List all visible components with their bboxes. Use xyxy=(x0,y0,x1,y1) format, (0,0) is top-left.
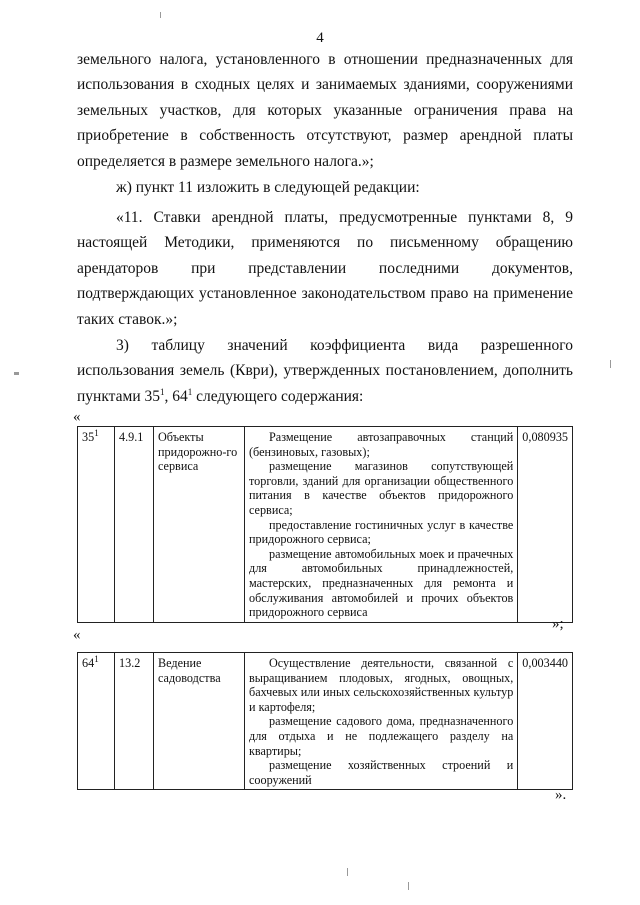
description-item: размещение автомобильных моек и прачечных для автомобильных принадлежностей, мастерских, предназначенных для ремонта и обслуживания автомобилей и прочих объектов придорожного сервиса xyxy=(249,546,514,620)
table-row xyxy=(78,653,573,790)
text-line: приобретение в собственность отсутствуют, размер арендной платы xyxy=(77,127,573,145)
description-item: размещение хозяйственных строений и сооружений xyxy=(249,758,514,787)
table-row xyxy=(78,427,573,623)
row-code: 4.9.1 xyxy=(115,427,154,623)
text-line: определяется в размере земельного налога.»; xyxy=(77,152,374,170)
paragraph-item-3 xyxy=(77,333,573,409)
row-value: 0,003440 xyxy=(518,653,573,790)
text-fragment: , 64 xyxy=(164,387,188,405)
scan-speck xyxy=(160,12,161,18)
open-quote: « xyxy=(73,409,81,425)
row-number: $35^1$ xyxy=(78,427,115,623)
row-number: $64^1$ xyxy=(78,653,115,790)
paragraph-continuation xyxy=(77,47,573,174)
text-line: арендаторов при представлении последними документов, xyxy=(77,259,573,277)
superscript: 1 xyxy=(187,386,193,397)
row-name: Объекты придорожно-го сервиса xyxy=(154,427,245,623)
text-line: земельного налога, установленного в отношении предназначенных для xyxy=(77,51,573,68)
text-line: подтверждающих установленное законодательством право на применение xyxy=(77,285,573,303)
superscript: 1 xyxy=(160,386,165,397)
text-line: «11. Ставки арендной платы, предусмотренные пунктами 8, 9 xyxy=(116,209,573,226)
row-name: Ведение садоводства xyxy=(154,653,245,790)
description-item: Размещение автозаправочных станций (бензиновых, газовых); xyxy=(249,430,514,459)
text-fragment: следующего содержания: xyxy=(192,387,364,405)
coefficient-table-row-35 xyxy=(77,426,573,623)
scan-speck xyxy=(408,882,409,890)
close-quote: »; xyxy=(552,616,564,632)
text-line: таких ставок.»; xyxy=(77,310,178,328)
description-item: Осуществление деятельности, связанной с выращиванием плодовых, ягодных, овощных, бахчевых или иных сельскохозяйственных культур и картофеля; xyxy=(249,656,514,714)
text-fragment: пунктами 35 xyxy=(77,387,160,405)
open-quote: « xyxy=(73,627,81,643)
paragraph-item-zh xyxy=(77,175,573,200)
text-line: ж) пункт 11 изложить в следующей редакции: xyxy=(116,179,420,196)
row-description xyxy=(245,653,518,790)
scan-speck xyxy=(14,372,19,375)
text-line: использования земель (Кври), утвержденных постановлением, дополнить xyxy=(77,362,573,380)
scan-speck xyxy=(347,868,348,876)
text-line xyxy=(77,384,573,409)
description-item: размещение садового дома, предназначенного для отдыха и не подлежащего разделу на квартиры; xyxy=(249,714,514,758)
text-line: использования в сходных целях и занимаемых зданиями, сооружениями xyxy=(77,76,573,94)
row-value: 0,080935 xyxy=(518,427,573,623)
close-quote: ». xyxy=(555,787,567,803)
description-item: размещение магазинов сопутствующей торговли, зданий для организации общественного питания в качестве объектов придорожного сервиса; xyxy=(249,459,514,517)
text-line: земельных участков, для которых указанные ограничения права на xyxy=(77,101,573,119)
text-line: настоящей Методики, применяются по письменному обращению xyxy=(77,234,573,252)
row-code: 13.2 xyxy=(115,653,154,790)
paragraph-item-11 xyxy=(77,205,573,332)
coefficient-table-row-64 xyxy=(77,652,573,790)
text-line: 3) таблицу значений коэффициента вида разрешенного xyxy=(116,337,573,354)
description-item: предоставление гостиничных услуг в качестве придорожного сервиса; xyxy=(249,517,514,547)
page-number: 4 xyxy=(316,30,324,46)
row-description xyxy=(245,427,518,623)
scan-speck xyxy=(610,360,611,368)
